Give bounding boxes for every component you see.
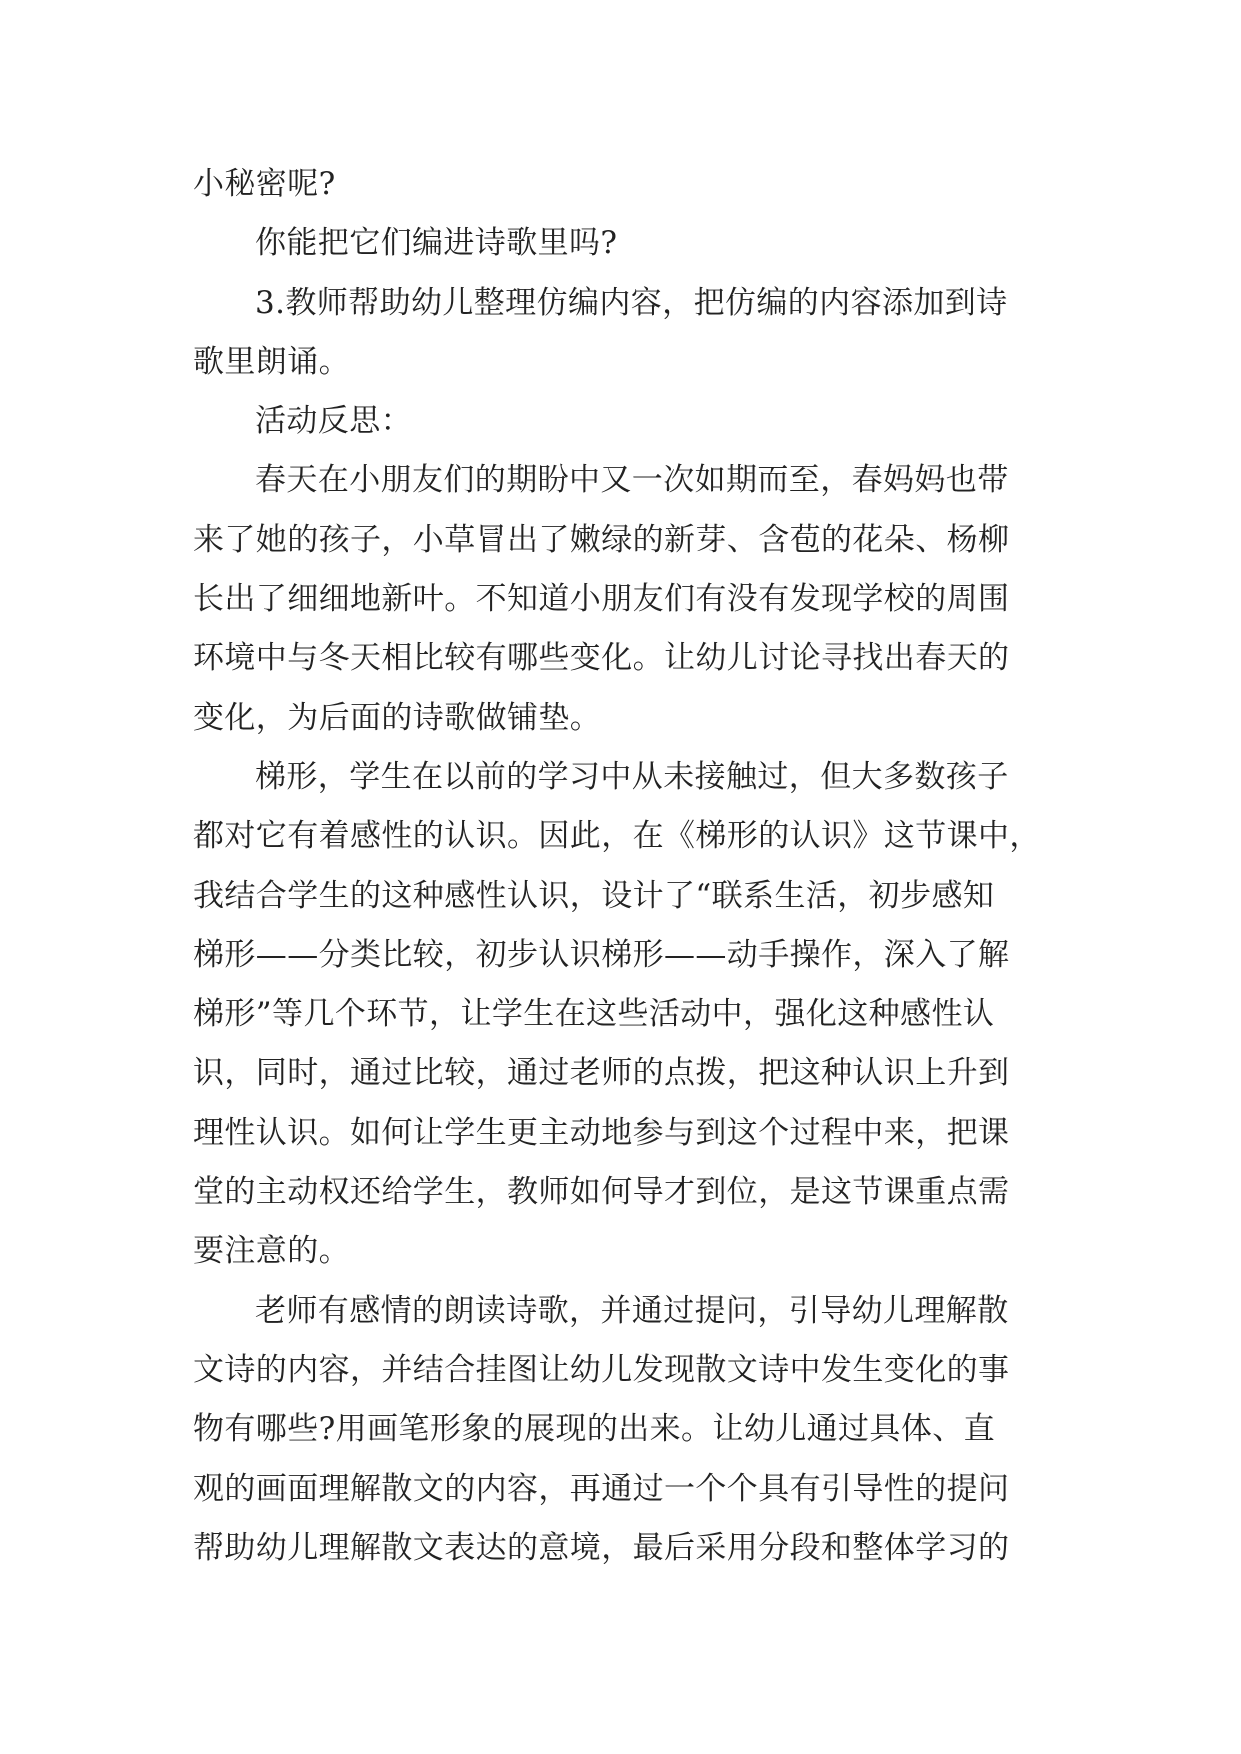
text-line: 帮助幼儿理解散文表达的意境，最后采用分段和整体学习的 [193, 1529, 1010, 1566]
text-line: 小秘密呢? [193, 166, 336, 202]
text-line: 春天在小朋友们的期盼中又一次如期而至，春妈妈也带 [255, 462, 1009, 499]
text-line: 我结合学生的这种感性认识，设计了“联系生活，初步感知 [193, 877, 995, 914]
text-line: 文诗的内容，并结合挂图让幼儿发现散文诗中发生变化的事 [193, 1351, 1010, 1388]
text-line: 老师有感情的朗读诗歌，并通过提问，引导幼儿理解散 [255, 1292, 1009, 1329]
text-line: 要注意的。 [193, 1233, 350, 1270]
text-line: 变化，为后面的诗歌做铺垫。 [193, 699, 602, 736]
text-line: 梯形，学生在以前的学习中从未接触过，但大多数孩子 [255, 758, 1009, 795]
text-line: 物有哪些?用画笔形象的展现的出来。让幼儿通过具体、直 [193, 1411, 996, 1448]
section-heading: 活动反思： [255, 403, 412, 440]
text-line: 梯形”等几个环节，让学生在这些活动中，强化这种感性认 [193, 996, 995, 1033]
text-line: 来了她的孩子，小草冒出了嫩绿的新芽、含苞的花朵、杨柳 [193, 521, 1010, 558]
text-line: 歌里朗诵。 [193, 343, 350, 380]
body-text [193, 155, 1053, 1578]
text-line: 3.教师帮助幼儿整理仿编内容，把仿编的内容添加到诗 [255, 284, 1008, 321]
text-line: 识，同时，通过比较，通过老师的点拨，把这种认识上升到 [193, 1055, 1010, 1092]
text-line: 环境中与冬天相比较有哪些变化。让幼儿讨论寻找出春天的 [193, 640, 1010, 677]
text-line: 你能把它们编进诗歌里吗? [255, 225, 618, 262]
text-line: 观的画面理解散文的内容，再通过一个个具有引导性的提问 [193, 1470, 1010, 1507]
text-line: 堂的主动权还给学生，教师如何导才到位，是这节课重点需 [193, 1174, 1010, 1211]
text-line: 长出了细细地新叶。不知道小朋友们有没有发现学校的周围 [193, 581, 1010, 618]
text-line: 理性认识。如何让学生更主动地参与到这个过程中来，把课 [193, 1114, 1010, 1151]
text-line: 都对它有着感性的认识。因此，在《梯形的认识》这节课中， [193, 818, 1041, 855]
text-line: 梯形——分类比较，初步认识梯形——动手操作，深入了解 [193, 936, 1010, 973]
